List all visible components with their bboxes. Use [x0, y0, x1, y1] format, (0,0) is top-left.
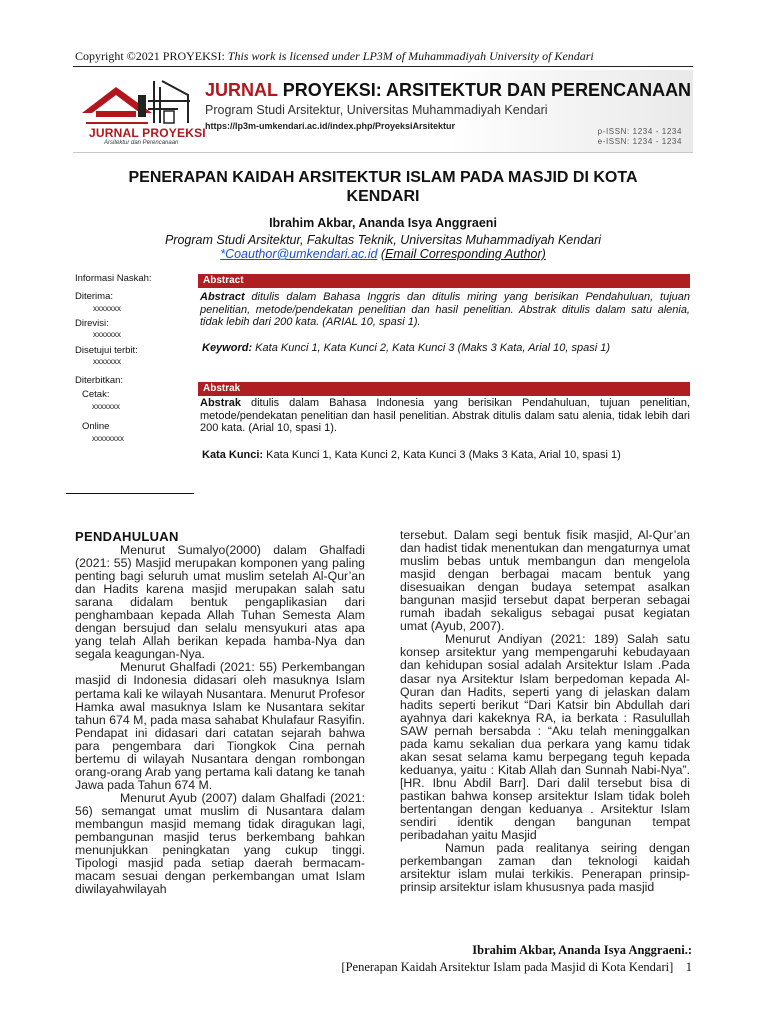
- body-paragraph: Namun pada realitanya seiring dengan perkembangan zaman dan teknologi kaidah arsitektur islam mulai terkikis. Penerapan prinsip-prinsip arsitektur islam khususnya pada masjid: [400, 841, 690, 895]
- body-paragraph: Menurut Sumalyo(2000) dalam Ghalfadi (2021: 55) Masjid merupakan komponen yang paling penting bagi seluruh umat muslim setelah Al-Qur’an dan Hadits karena masjid merupakan salah satu sarana didalam bentuk pengaplikasian dari penghambaan kepada Allah Tuhan Semesta Alam dengan bersujud dan selalu mensyukuri atas apa yang telah Allah berikan kepada hamba-Nya dan segala keagungan-Nya.: [75, 543, 365, 662]
- body-paragraph: Menurut Andiyan (2021: 189) Salah satu konsep arsitektur yang mempengaruhi kebudayaan dan kehidupan sosial adalah Arsitektur Islam .Pada dasar nya Arsitektur Islam berpedoman kepada Al-Quran dan Hadits, seperti yang di jelaskan dalam hadits seperti berikut “Dari Katsir bin Abdullah dari ayahnya dari kakeknya RA, ia berkata : Rasulullah SAW pernah bersabda : “Aku telah meninggalkan pada kamu sekalian dua perkara yang kamu tidak akan sesat selama kamu berpegang teguh kepada keduanya, yaitu : Kitab Allah dan Sunnah Nabi-Nya”. [HR. Ibnu Abdil Barr]. Dari dalil tersebut bisa di pastikan bahwa konsep arsitektur Islam tidak boleh bertentangan dengan keduanya . Arsitektur Islam sendiri identik dengan bangunan tempat peribadahan yaitu Masjid: [400, 632, 690, 843]
- logo-title: JURNAL PROYEKSI: [89, 126, 206, 140]
- diterbitkan-label: Diterbitkan:: [75, 375, 124, 386]
- keyword-id: [202, 449, 621, 461]
- header-rule: [73, 66, 693, 67]
- title-line-2: KENDARI: [346, 188, 420, 205]
- page-number: 1: [685, 960, 692, 974]
- article-authors: Ibrahim Akbar, Ananda Isya Anggraeni: [269, 216, 497, 230]
- cetak-label: Cetak:: [82, 389, 110, 400]
- keyword-id-value: Kata Kunci 1, Kata Kunci 2, Kata Kunci 3 (Maks 3 Kata, Arial 10, spasi 1): [263, 449, 621, 461]
- disetujui-label: Disetujui terbit:: [75, 345, 138, 356]
- corresponding-email: [73, 247, 693, 261]
- footer-authors: Ibrahim Akbar, Ananda Isya Anggraeni.:: [472, 943, 692, 957]
- e-issn: e-ISSN: 1234 - 1234: [597, 137, 682, 146]
- abstract-en-body: [200, 291, 690, 329]
- info-heading: Informasi Naskah:: [75, 273, 152, 284]
- body-column-left: [75, 544, 365, 896]
- body-column-right: [400, 529, 690, 894]
- sidebar-divider: [66, 493, 194, 494]
- keyword-en: [202, 342, 610, 354]
- online-value: xxxxxxxx: [92, 434, 124, 443]
- abstract-id-heading: Abstrak: [198, 382, 690, 396]
- journal-title-rest: PROYEKSI: ARSITEKTUR DAN PERENCANAAN: [282, 80, 692, 100]
- article-title: [73, 168, 693, 206]
- journal-title: [205, 80, 691, 101]
- keyword-id-label: Kata Kunci:: [202, 449, 264, 461]
- journal-program: Program Studi Arsitektur, Universitas Muhammadiyah Kendari: [205, 103, 548, 117]
- abstract-id-lead: Abstrak: [200, 397, 241, 409]
- direvisi-value: xxxxxxx: [93, 330, 121, 339]
- copyright-line: [75, 49, 594, 64]
- abstract-en-heading: Abstract: [198, 274, 690, 288]
- keyword-en-label: Keyword:: [202, 342, 253, 354]
- journal-url-link[interactable]: https://lp3m-umkendari.ac.id/index.php/ProyeksiArsitektur: [205, 121, 456, 131]
- body-paragraph: tersebut. Dalam segi bentuk fisik masjid, Al-Qur’an dan hadist tidak menentukan dan mengaturnya umat muslim bebas untuk membangun dan mengelola masjid dengan berbagai macam bentuk yang disesuaikan dengan budaya setempat asalkan bangunan masjid tersebut dapat berperan sebagai rumah ibadah sekaligus sebagai pusat kegiatan umat (Ayub, 2007).: [400, 528, 690, 634]
- footer-running-title: [341, 960, 692, 975]
- title-line-1: PENERAPAN KAIDAH ARSITEKTUR ISLAM PADA MASJID DI KOTA: [128, 169, 638, 186]
- email-link[interactable]: *Coauthor@umkendari.ac.id: [220, 247, 378, 261]
- abstract-en-text: ditulis dalam Bahasa Inggris dan ditulis miring yang berisikan Pendahuluan, tujuan penelitian, metode/pendekatan penelitian dan hasil penelitian. Abstrak ditulis dalam satu alenia, tidak lebih dari 200 kata. (ARIAL 10, spasi 1).: [200, 291, 690, 328]
- article-affiliation: Program Studi Arsitektur, Fakultas Teknik, Universitas Muhammadiyah Kendari: [164, 233, 602, 247]
- logo-subtitle: Arsitektur dan Perencanaan: [104, 140, 179, 146]
- keyword-en-value: Kata Kunci 1, Kata Kunci 2, Kata Kunci 3 (Maks 3 Kata, Arial 10, spasi 1): [252, 342, 611, 354]
- abstract-en-lead: Abstract: [200, 291, 245, 303]
- body-paragraph: Menurut Ghalfadi (2021: 55) Perkembangan masjid di Indonesia didasari oleh masuknya Islam pertama kali ke wilayah Nusantara. Menurut Profesor Hamka awal masuknya Islam ke Nusantara sekitar tahun 674 M, pada masa sahabat Khulafaur Rasyifin. Pendapat ini didasari dari catatan sejarah bahwa para pengembara dari Tiongkok Cina pernah bertemu di wilayah Nusantara dengan rombongan orang-orang Arab yang pertama kali datang ke tanah Jawa pada Tahun 674 M.: [75, 660, 365, 792]
- cetak-value: xxxxxxx: [92, 402, 120, 411]
- body-paragraph: Menurut Ayub (2007) dalam Ghalfadi (2021: 56) semangat umat muslim di Nusantara dalam membangun masjid memang tidak diragukan lagi, pembangunan masjid terus berkembang bahkan menunjukkan peningkatan yang cukup tinggi. Tipologi masjid pada setiap daerah bermacam-macam sesuai dengan perkembangan umat Islam diwilayahwilayah: [75, 790, 365, 897]
- copyright-prefix: Copyright ©2021 PROYEKSI:: [75, 49, 225, 63]
- running-title: [Penerapan Kaidah Arsitektur Islam pada Masjid di Kota Kendari]: [341, 960, 674, 974]
- diterima-value: xxxxxxx: [93, 304, 121, 313]
- abstract-id-text: ditulis dalam Bahasa Indonesia yang berisikan Pendahuluan, tujuan penelitian, metode/pendekatan penelitian dan hasil penelitian. Abstrak ditulis dalam satu alenia, tidak lebih dari 200 kata. (Arial 10, spasi 1).: [200, 397, 690, 434]
- section-heading: PENDAHULUAN: [75, 529, 179, 544]
- online-label: Online: [82, 421, 110, 432]
- email-note: (Email Corresponding Author): [380, 247, 546, 261]
- diterima-label: Diterima:: [75, 291, 114, 302]
- disetujui-value: xxxxxxx: [93, 357, 121, 366]
- copyright-license: This work is licensed under LP3M of Muhammadiyah University of Kendari: [227, 49, 594, 63]
- abstract-id-body: [200, 397, 690, 435]
- p-issn: p-ISSN: 1234 - 1234: [597, 127, 682, 136]
- direvisi-label: Direvisi:: [75, 318, 109, 329]
- journal-title-red: JURNAL: [205, 80, 278, 100]
